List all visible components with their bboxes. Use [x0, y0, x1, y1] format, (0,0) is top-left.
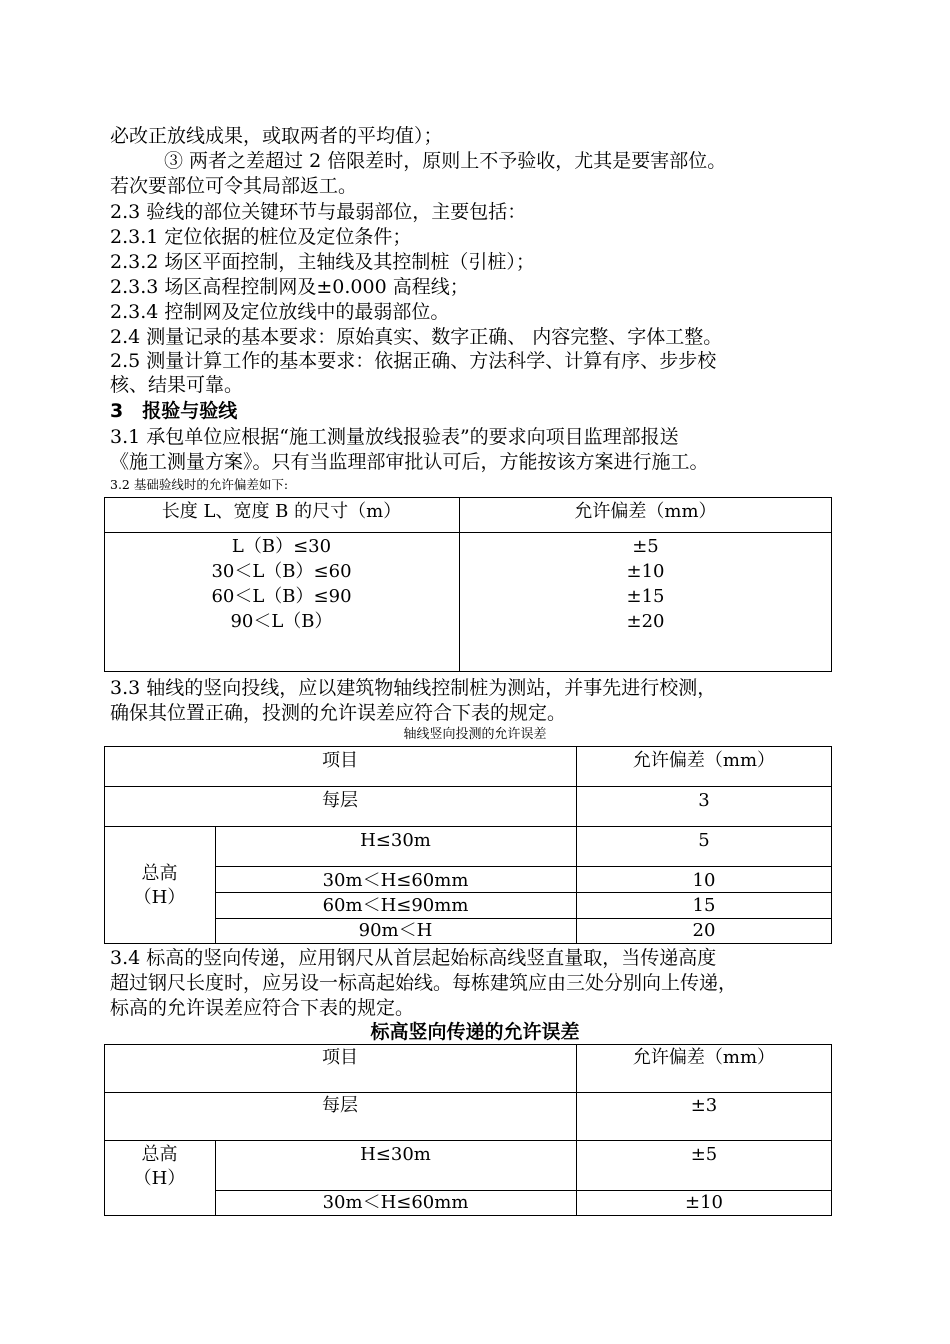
table-cell: （H）	[133, 1168, 186, 1189]
table-cell: 30m＜H≤60mm	[322, 1192, 469, 1213]
paragraph-line: 2.3.4 控制网及定位放线中的最弱部位。	[110, 301, 450, 323]
table-cell: 90m＜H	[358, 920, 433, 941]
table-cell: 3	[698, 790, 710, 811]
paragraph-line: 2.3.1 定位依据的桩位及定位条件；	[110, 226, 412, 248]
paragraph-line: 2.3 验线的部位关键环节与最弱部位，主要包括：	[110, 201, 527, 223]
table-cell: ±3	[690, 1095, 718, 1116]
paragraph-line: 3.4 标高的竖向传递，应用钢尺从首层起始标高线竖直量取，当传递高度	[110, 947, 717, 969]
table-header: 允许偏差（mm）	[574, 501, 717, 522]
table-cell: ±5	[690, 1144, 718, 1165]
table-cell: 每层	[322, 1095, 358, 1116]
table-cell: L（B）≤30	[231, 536, 332, 557]
table-cell: ±15	[626, 586, 665, 607]
table-caption: 标高竖向传递的允许误差	[370, 1021, 580, 1043]
table-cell: 总高	[141, 1144, 178, 1165]
paragraph-line: 若次要部位可令其局部返工。	[110, 175, 358, 197]
paragraph-line: 标高的允许误差应符合下表的规定。	[110, 997, 415, 1019]
table-cell: 30＜L（B）≤60	[211, 561, 352, 582]
table-header: 允许偏差（mm）	[632, 1047, 776, 1068]
table-cell: 总高	[141, 863, 178, 884]
table-cell: 20	[692, 920, 716, 941]
table-cell: 30m＜H≤60mm	[322, 870, 469, 891]
table-header: 项目	[322, 750, 358, 771]
paragraph-line: 3.3 轴线的竖向投线，应以建筑物轴线控制桩为测站，并事先进行校测，	[110, 677, 717, 699]
table-cell: ±20	[626, 611, 665, 632]
paragraph-line: 3.1 承包单位应根据“施工测量放线报验表”的要求向项目监理部报送	[110, 426, 679, 448]
table-cell: 15	[692, 895, 716, 916]
table-caption: 轴线竖向投测的允许误差	[403, 727, 547, 742]
table-cell: 10	[692, 870, 716, 891]
table-cell: （H）	[133, 887, 186, 908]
table-cell: ±5	[632, 536, 659, 557]
paragraph-line: 《施工测量方案》。只有当监理部审批认可后，方能按该方案进行施工。	[110, 451, 709, 473]
table-cell: H≤30m	[360, 1144, 431, 1165]
table-cell: 60＜L（B）≤90	[211, 586, 352, 607]
table-header: 长度 L、宽度 B 的尺寸（m）	[161, 501, 402, 522]
table-cell: ±10	[685, 1192, 723, 1213]
table-cell: H≤30m	[360, 830, 431, 851]
paragraph-line: 必改正放线成果，或取两者的平均值）；	[110, 125, 443, 147]
paragraph-line: 超过钢尺长度时，应另设一标高起始线。每栋建筑应由三处分别向上传递，	[110, 972, 738, 994]
paragraph-line: 核、结果可靠。	[110, 374, 244, 396]
paragraph-line: 2.4 测量记录的基本要求：原始真实、数字正确、 内容完整、字体工整。	[110, 326, 723, 348]
paragraph-line: 2.3.2 场区平面控制，主轴线及其控制桩（引桩）；	[110, 251, 535, 273]
paragraph-line: 2.5 测量计算工作的基本要求：依据正确、方法科学、计算有序、步步校	[110, 350, 717, 372]
paragraph-line: 3.2 基础验线时的允许偏差如下:	[110, 477, 289, 492]
table-cell: 60m＜H≤90mm	[322, 895, 469, 916]
section-heading: 3 报验与验线	[110, 400, 238, 422]
table-cell: 90＜L（B）	[230, 611, 333, 632]
table-cell: 5	[698, 830, 710, 851]
table-header: 允许偏差（mm）	[632, 750, 776, 771]
table-header: 项目	[322, 1047, 358, 1068]
table-cell: 每层	[322, 790, 358, 811]
paragraph-line: 确保其位置正确，投测的允许误差应符合下表的规定。	[110, 702, 567, 724]
paragraph-line: ③ 两者之差超过 2 倍限差时，原则上不予验收，尤其是要害部位。	[164, 150, 727, 172]
paragraph-line: 2.3.3 场区高程控制网及±0.000 高程线；	[110, 276, 469, 298]
table-cell: ±10	[626, 561, 665, 582]
